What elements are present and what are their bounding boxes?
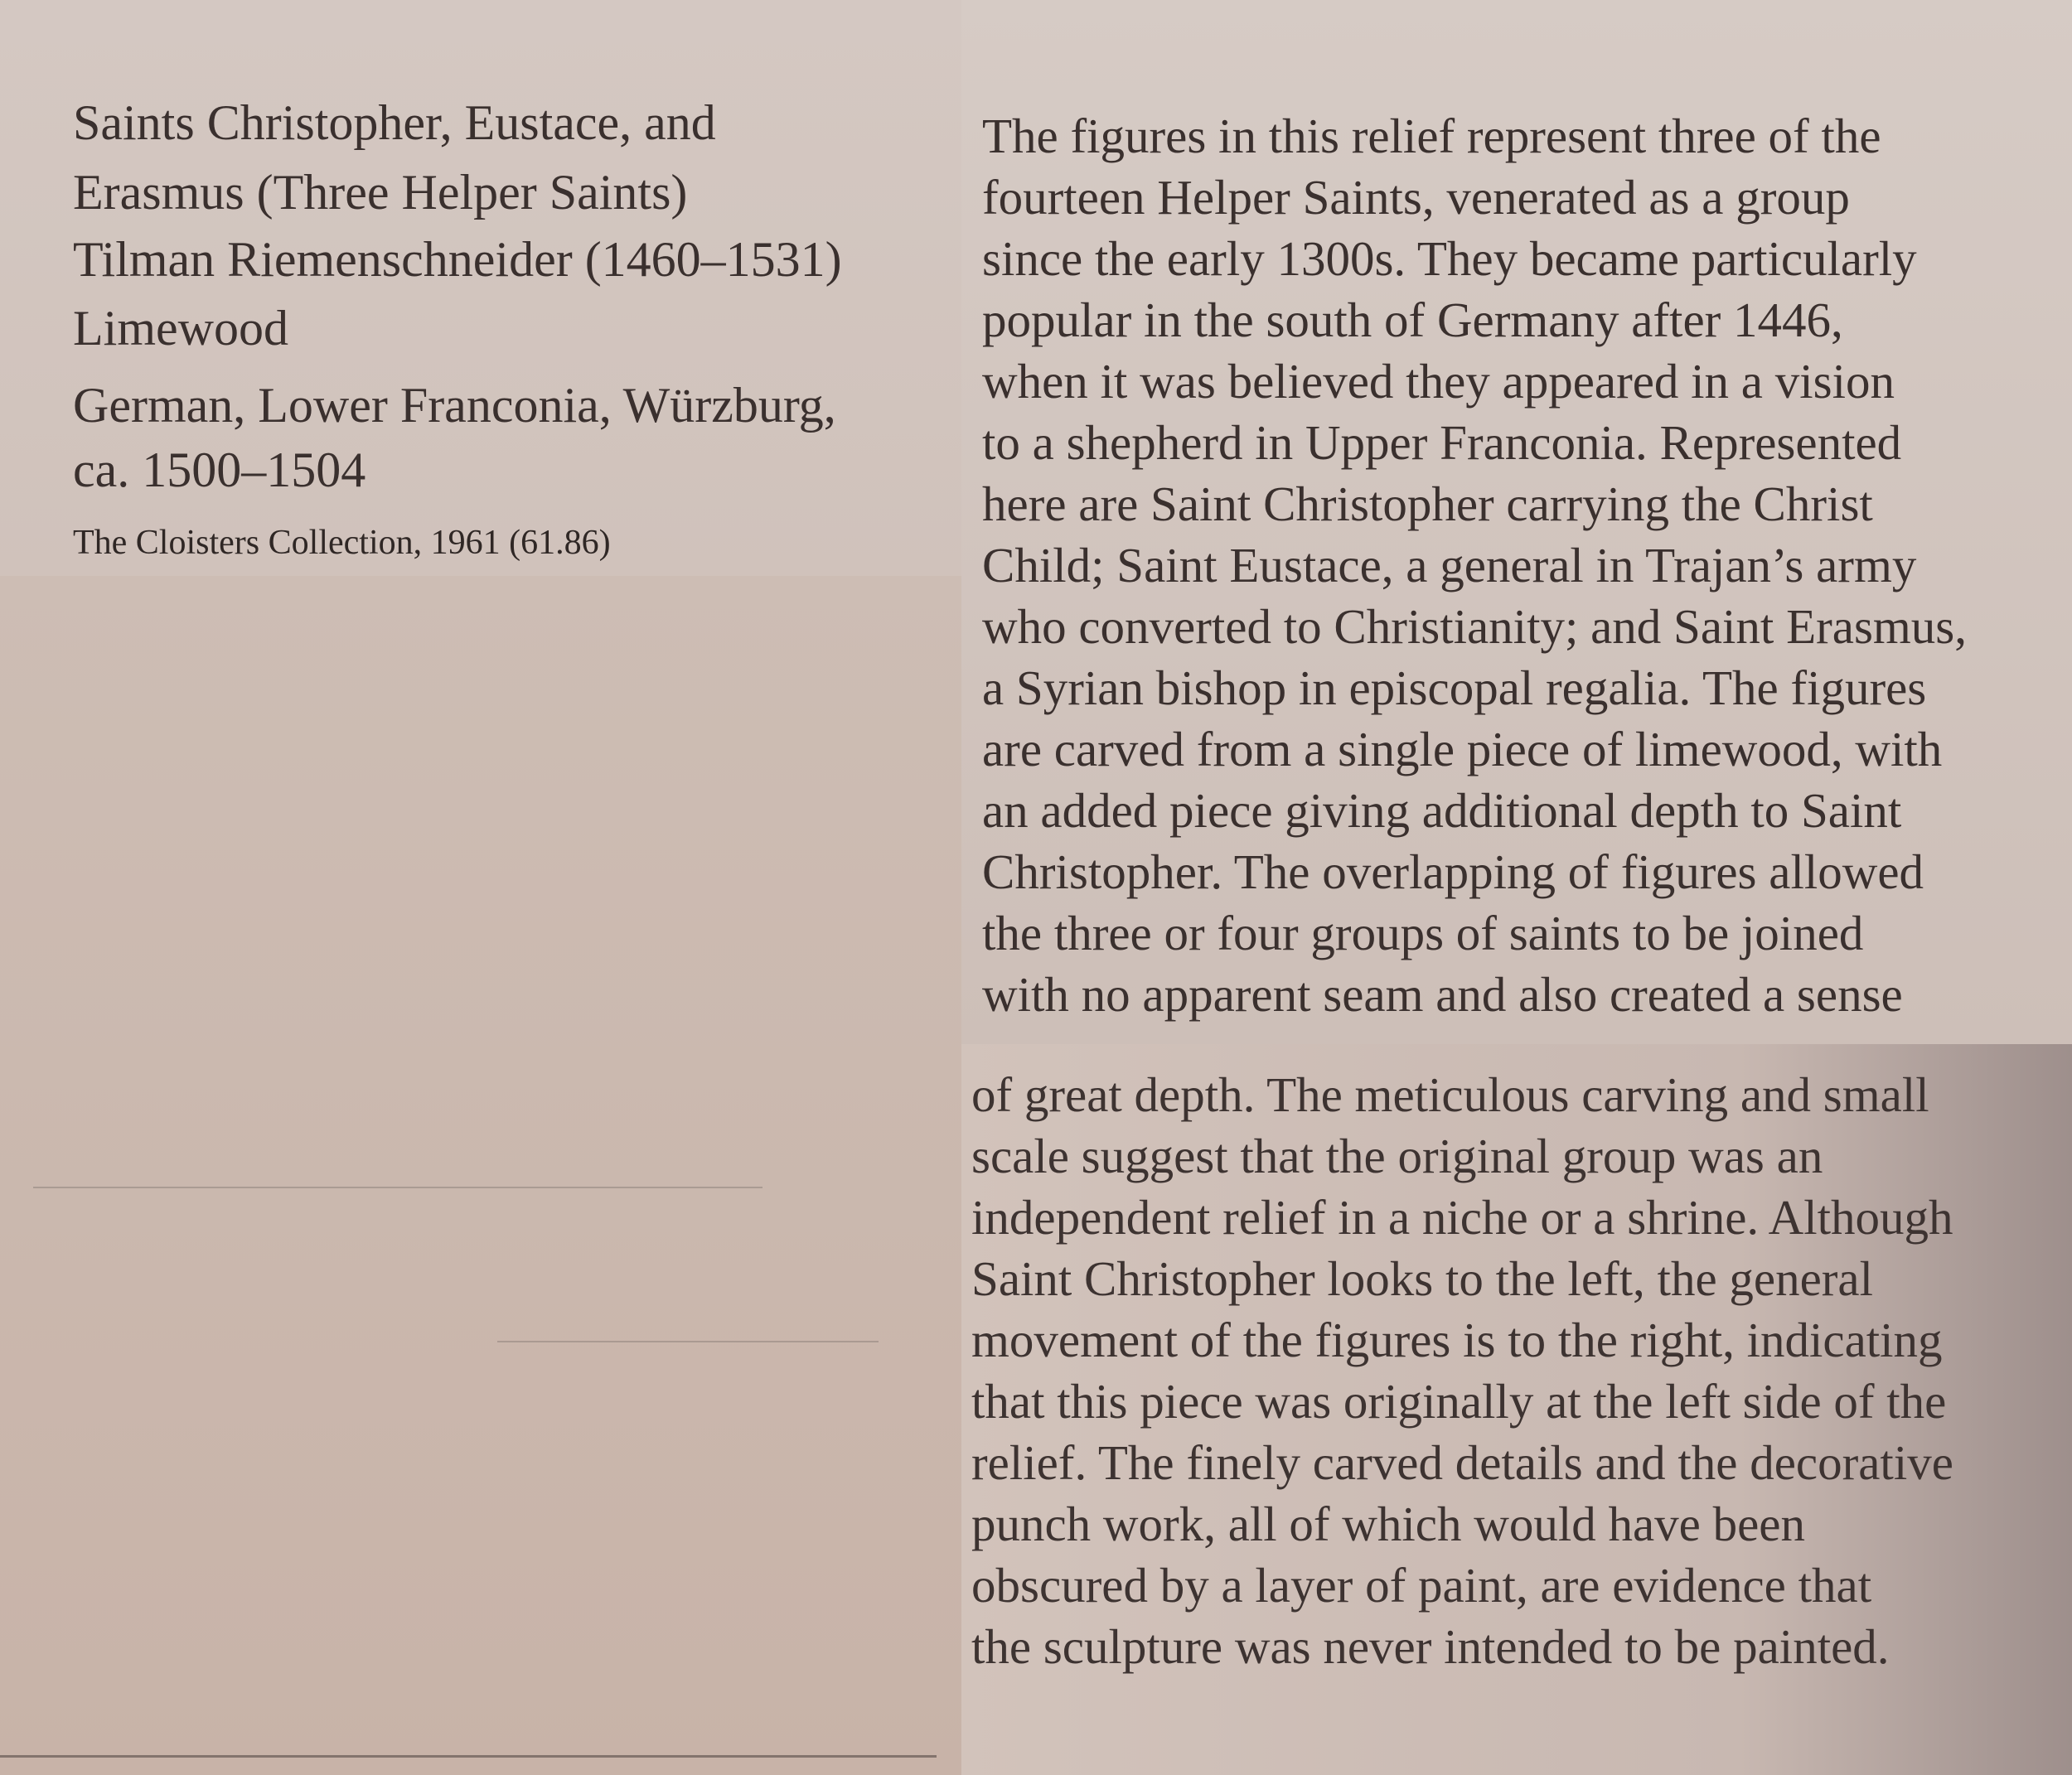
text-line: Christopher. The overlapping of figures allowed — [982, 844, 1924, 899]
text-line: The figures in this relief represent three of the — [982, 109, 1881, 163]
text-line: with no apparent seam and also created a sense — [982, 967, 1903, 1022]
bottom-rule — [0, 1755, 937, 1758]
text-line: relief. The finely carved details and the decorative — [971, 1435, 1953, 1490]
origin-line1: German, Lower Franconia, Würzburg, — [73, 378, 836, 433]
text-line: here are Saint Christopher carrying the Christ — [982, 476, 1873, 531]
text-line: fourteen Helper Saints, venerated as a group — [982, 170, 1850, 225]
text-line: to a shepherd in Upper Franconia. Represented — [982, 415, 1902, 470]
text-line: of great depth. The meticulous carving and small — [971, 1067, 1929, 1122]
origin-line2: ca. 1500–1504 — [73, 443, 366, 497]
text-line: obscured by a layer of paint, are evidence that — [971, 1558, 1872, 1613]
medium: Limewood — [73, 301, 288, 355]
text-line: independent relief in a niche or a shrine. Although — [971, 1190, 1953, 1245]
text-line: scale suggest that the original group was an — [971, 1129, 1823, 1183]
artwork-title-line2: Erasmus (Three Helper Saints) — [73, 165, 688, 220]
credit-line: The Cloisters Collection, 1961 (61.86) — [73, 524, 611, 562]
faint-rule — [497, 1341, 879, 1342]
text-line: the three or four groups of saints to be joined — [982, 906, 1864, 960]
text-line: when it was believed they appeared in a vision — [982, 354, 1895, 409]
text-line: an added piece giving additional depth to Saint — [982, 783, 1902, 838]
description-text-column-1 — [982, 105, 1967, 1025]
faint-rule — [33, 1187, 762, 1188]
text-line: since the early 1300s. They became particularly — [982, 231, 1917, 286]
text-line: popular in the south of Germany after 1446, — [982, 293, 1843, 347]
artwork-title-line1: Saints Christopher, Eustace, and — [73, 95, 716, 150]
blank-panel — [0, 576, 978, 1775]
artist-name: Tilman Riemenschneider (1460–1531) — [73, 232, 842, 287]
text-line: movement of the figures is to the right, indicating — [971, 1313, 1943, 1367]
text-line: a Syrian bishop in episcopal regalia. The figures — [982, 660, 1927, 715]
description-text-column-2 — [971, 1064, 1953, 1677]
text-line: are carved from a single piece of limewood, with — [982, 722, 1943, 776]
text-line: that this piece was originally at the left side of the — [971, 1374, 1947, 1429]
text-line: the sculpture was never intended to be painted. — [971, 1619, 1890, 1674]
text-line: Child; Saint Eustace, a general in Trajan’s army — [982, 538, 1917, 592]
text-line: who converted to Christianity; and Saint Erasmus, — [982, 599, 1968, 654]
text-line: punch work, all of which would have been — [971, 1497, 1805, 1551]
text-line: Saint Christopher looks to the left, the general — [971, 1251, 1873, 1306]
